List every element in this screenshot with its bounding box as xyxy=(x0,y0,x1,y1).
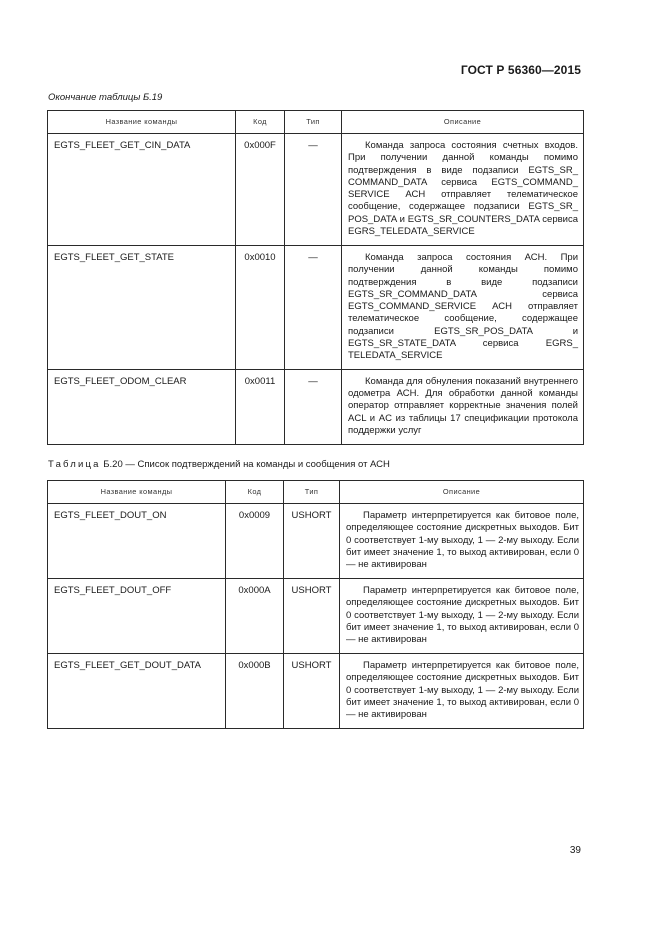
command-name-cell: EGTS_FLEET_ODOM_CLEAR xyxy=(48,369,236,444)
table-row xyxy=(48,504,584,579)
command-name-cell: EGTS_FLEET_GET_CIN_DATA xyxy=(48,134,236,246)
acknowledgements-table-b20 xyxy=(47,480,584,729)
table-row xyxy=(48,369,584,444)
column-header-type: Тип xyxy=(285,111,342,134)
page-number: 39 xyxy=(569,845,581,856)
command-type-cell: — xyxy=(285,369,342,444)
table-b20-caption xyxy=(48,459,390,470)
command-code-cell: 0x0011 xyxy=(236,369,285,444)
command-code-cell: 0x000B xyxy=(226,654,284,729)
column-header-description: Описание xyxy=(340,481,584,504)
command-description-cell: Параметр интерпретируется как битовое поле, определяющее состояние дискретных выходов. Бит 0 соответствует 1-му выходу, 1 — 2-му выходу. Если бит имеет значение 1, то выход активирован, если 0 — не активирован xyxy=(340,579,584,654)
command-description-cell: Параметр интерпретируется как битовое поле, определяющее состояние дискретных выходов. Бит 0 соответствует 1-му выходу, 1 — 2-му выходу. Если бит имеет значение 1, то выход активирован, если 0 — не активирован xyxy=(340,504,584,579)
command-type-cell: USHORT xyxy=(284,504,340,579)
column-header-type: Тип xyxy=(284,481,340,504)
command-name-cell: EGTS_FLEET_DOUT_OFF xyxy=(48,579,226,654)
column-header-description: Описание xyxy=(342,111,584,134)
table-header-row xyxy=(48,111,584,134)
table-row xyxy=(48,654,584,729)
table-row xyxy=(48,579,584,654)
commands-table-b19 xyxy=(47,110,584,445)
command-code-cell: 0x000A xyxy=(226,579,284,654)
command-description-cell: Команда запроса состояния АСН. При получении данной команды помимо подтверждения в виде подзаписи EGTS_SR_COMMAND_DATA сервиса EGTS_COMMAND_SERVICE АСН отправляет телематическое сообщение, содержащее подзаписи EGTS_SR_POS_DATA и EGTS_SR_STATE_DATA сервиса EGRS_ TELEDATA_SERVICE xyxy=(342,246,584,370)
table-caption-prefix: Таблица xyxy=(48,459,101,470)
command-type-cell: — xyxy=(285,246,342,370)
command-name-cell: EGTS_FLEET_GET_DOUT_DATA xyxy=(48,654,226,729)
command-description-cell: Команда запроса состояния счетных входов. При получении данной команды помимо подтверждения в виде подзаписи EGTS_SR_ COMMAND_DATA сервиса EGTS_COMMAND_ SERVICE АСН отправляет телематическое сообщение, содержащее подзаписи EGTS_SR_ POS_DATA и EGTS_SR_COUNTERS_DATA сервиса EGRS_TELEDATA_SERVICE xyxy=(342,134,584,246)
table-row xyxy=(48,134,584,246)
command-code-cell: 0x0009 xyxy=(226,504,284,579)
standard-designation: ГОСТ Р 56360—2015 xyxy=(460,63,581,77)
column-header-code: Код xyxy=(226,481,284,504)
table-continuation-caption: Окончание таблицы Б.19 xyxy=(48,92,163,103)
table-header-row xyxy=(48,481,584,504)
command-code-cell: 0x0010 xyxy=(236,246,285,370)
command-name-cell: EGTS_FLEET_DOUT_ON xyxy=(48,504,226,579)
column-header-name: Название команды xyxy=(48,481,226,504)
command-type-cell: — xyxy=(285,134,342,246)
command-description-cell: Команда для обнуления показаний внутреннего одометра АСН. Для обработки данной команды оператор отправляет корректные значения полей ACL и AC из таблицы 17 спецификации протокола поддержки услуг xyxy=(342,369,584,444)
command-type-cell: USHORT xyxy=(284,654,340,729)
table-row xyxy=(48,246,584,370)
command-code-cell: 0x000F xyxy=(236,134,285,246)
column-header-name: Название команды xyxy=(48,111,236,134)
command-description-cell: Параметр интерпретируется как битовое поле, определяющее состояние дискретных выходов. Бит 0 соответствует 1-му выходу, 1 — 2-му выходу. Если бит имеет значение 1, то выход активирован, если 0 — не активирован xyxy=(340,654,584,729)
command-name-cell: EGTS_FLEET_GET_STATE xyxy=(48,246,236,370)
table-caption-title: Б.20 — Список подтверждений на команды и сообщения от АСН xyxy=(100,459,390,470)
command-type-cell: USHORT xyxy=(284,579,340,654)
column-header-code: Код xyxy=(236,111,285,134)
